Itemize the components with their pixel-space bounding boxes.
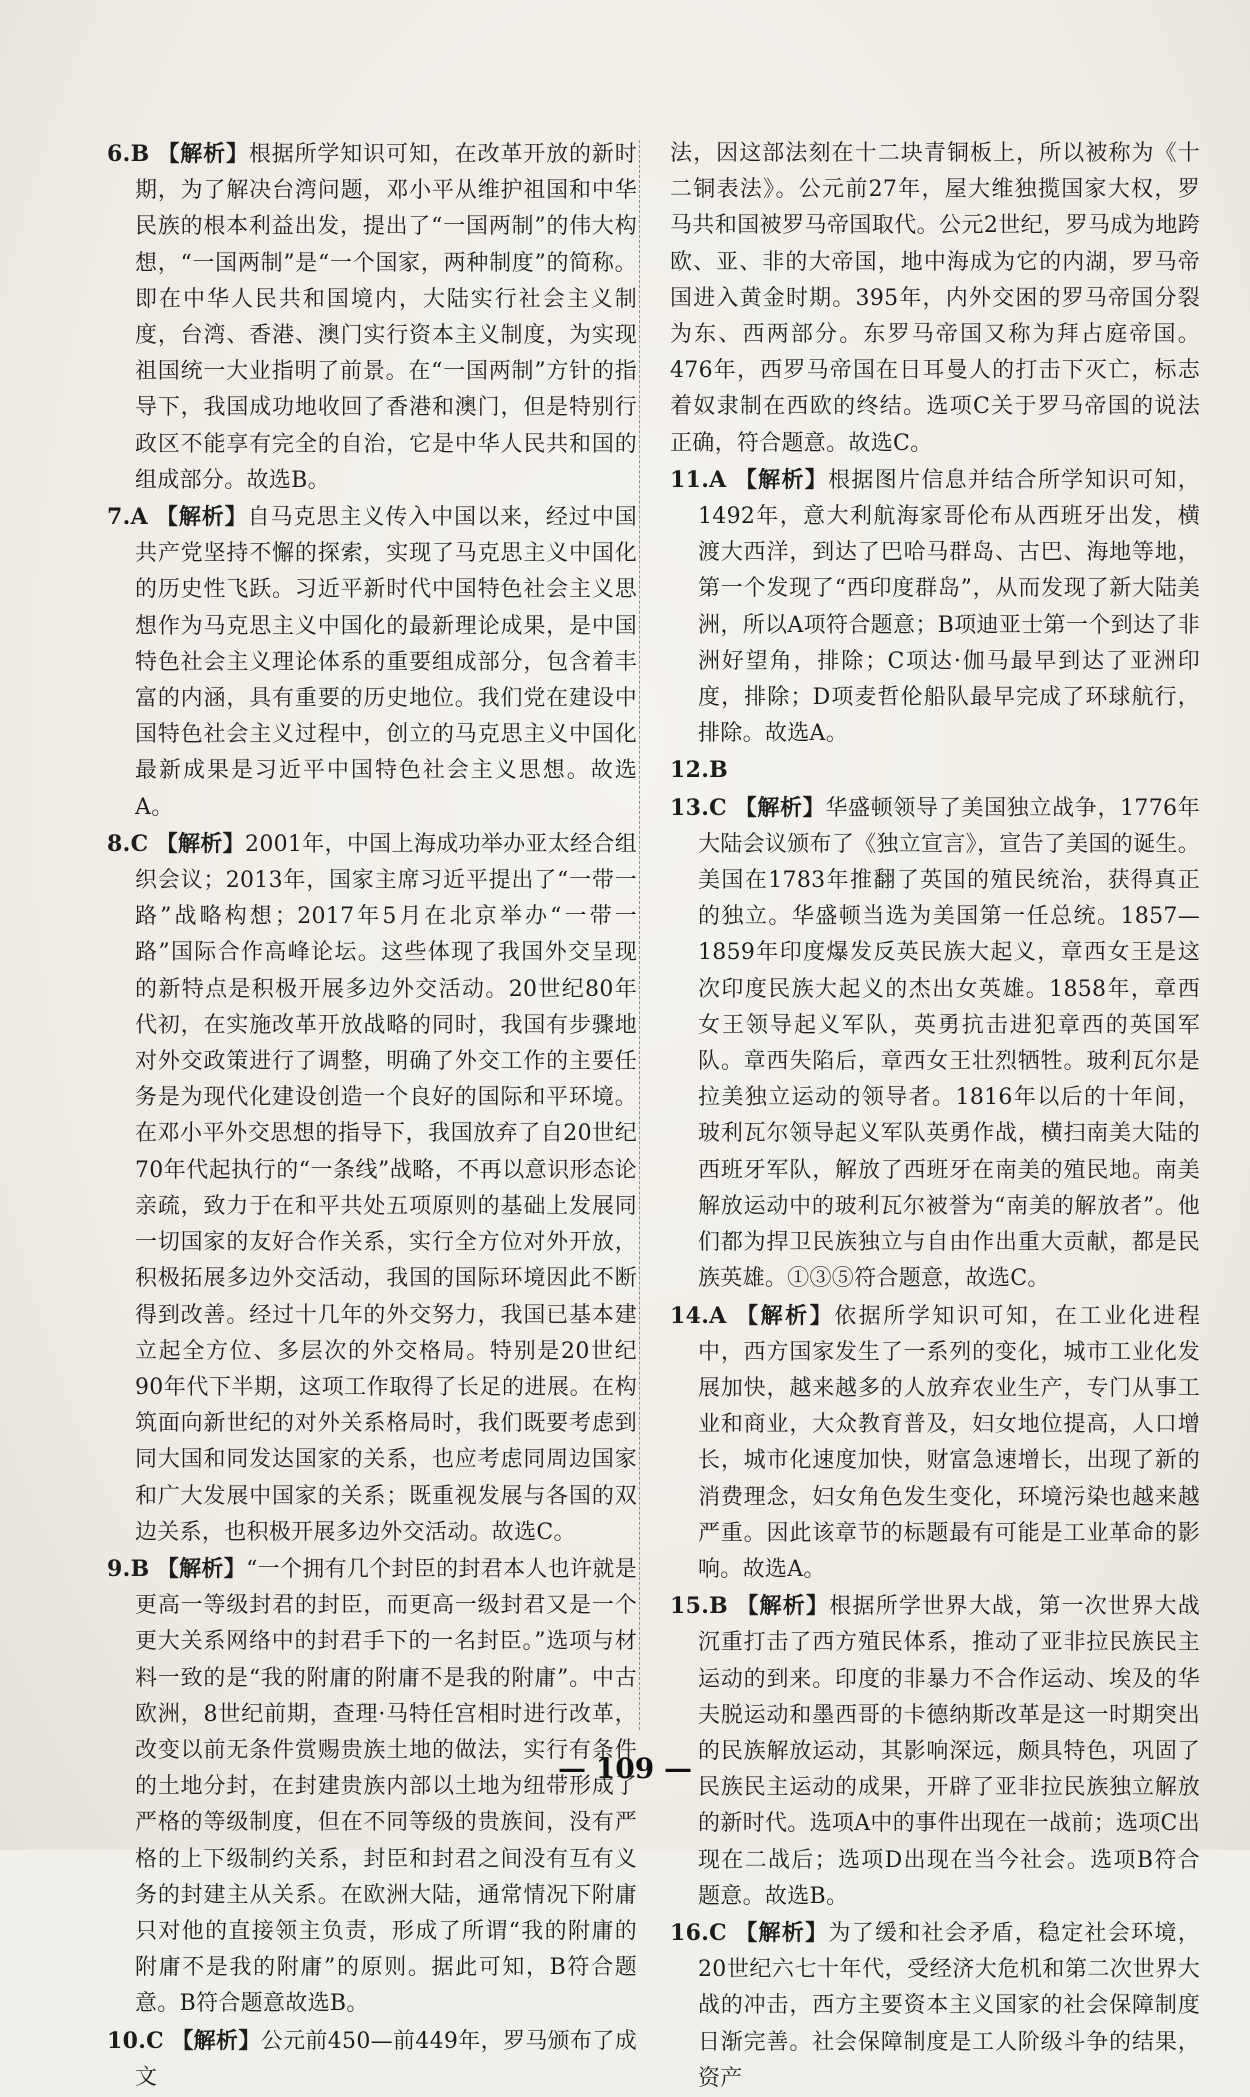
answer-number: 14.A bbox=[670, 1302, 727, 1329]
answer-text: 根据所学世界大战，第一次世界大战沉重打击了西方殖民体系，推动了亚非拉民族民主运动的到来。印度的非暴力不合作运动、埃及的华夫脱运动和墨西哥的卡德纳斯改革是这一时期突出的民族解放运动，其影响深远，颇具特色，巩固了民族民主运动的成果，开辟了亚非拉民族独立解放的新时代。选项A中的事件出现在一战前；选项C出现在二战后；选项D出现在当今社会。选项B符合题意。故选B。 bbox=[698, 1594, 1201, 1909]
answer-text: 华盛顿领导了美国独立战争，1776年大陆会议颁布了《独立宣言》，宣告了美国的诞生。美国在1783年推翻了英国的殖民统治，获得真正的独立。华盛顿当选为美国第一任总统。1857—1859年印度爆发反英民族大起义，章西女王是这次印度民族大起义的杰出女英雄。1858年，章西女王领导起义军队，英勇抗击进犯章西的英国军队。章西失陷后，章西女王壮烈牺牲。玻利瓦尔是拉美独立运动的领导者。1816年以后的十年间，玻利瓦尔领导起义军队英勇作战，横扫南美大陆的西班牙军队，解放了西班牙在南美的殖民地。南美解放运动中的玻利瓦尔被誉为“南美的解放者”。他们都为捍卫民族独立与自由作出重大贡献，都是民族英雄。①③⑤符合题意，故选C。 bbox=[698, 795, 1200, 1292]
answer-item bbox=[107, 826, 637, 1551]
analysis-tag: 【解析】 bbox=[155, 504, 248, 531]
answer-text: 根据图片信息并结合所学知识可知，1492年，意大利航海家哥伦布从西班牙出发，横渡大西洋，到达了巴哈马群岛、古巴、海地等地，第一个发现了“西印度群岛”，从而发现了新大陆美洲，所以A项符合题意；B项迪亚士第一个到达了非洲好望角，排除；C项达·伽马最早到达了亚洲印度，排除；D项麦哲伦船队最早完成了环球航行，排除。故选A。 bbox=[698, 467, 1201, 747]
answer-item bbox=[670, 1915, 1200, 2097]
page-number: — 109 — bbox=[558, 1752, 692, 1785]
left-column bbox=[107, 136, 637, 2096]
answer-text: 公元前450—前449年，罗马颁布了成文 bbox=[135, 2028, 637, 2090]
column-divider bbox=[639, 140, 640, 1730]
analysis-tag: 【解析】 bbox=[155, 830, 246, 857]
answer-number: 11.A bbox=[670, 466, 727, 493]
answer-item bbox=[107, 136, 637, 499]
analysis-tag: 【解析】 bbox=[736, 1593, 830, 1620]
answer-text: 依据所学知识可知，在工业化进程中，西方国家发生了一系列的变化，城市工业化发展加快，越来越多的人放弃农业生产，专门从事工业和商业，大众教育普及，妇女地位提高，人口增长，城市化速度加快，财富急速增长，出现了新的消费理念，妇女角色发生变化，环境污染也越来越严重。因此该章节的标题最有可能是工业革命的影响。故选A。 bbox=[698, 1303, 1200, 1582]
analysis-tag: 【解析】 bbox=[735, 1919, 829, 1946]
answer-text: 根据所学知识可知，在改革开放的新时期，为了解决台湾问题，邓小平从维护祖国和中华民族的根本利益出发，提出了“一国两制”的伟大构想，“一国两制”是“一个国家，两种制度”的简称。即在中华人民共和国境内，大陆实行社会主义制度，台湾、香港、澳门实行资本主义制度，为实现祖国统一大业指明了前景。在“一国两制”方针的指导下，我国成功地收回了香港和澳门，但是特别行政区不能享有完全的自治，它是中华人民共和国的组成部分。故选B。 bbox=[135, 142, 638, 493]
answer-number: 8.C bbox=[107, 830, 149, 857]
answer-text: 为了缓和社会矛盾，稳定社会环境，20世纪六七十年代，受经济大危机和第二次世界大战的冲击，西方主要资本主义国家的社会保障制度日渐完善。社会保障制度是工人阶级斗争的结果，资产 bbox=[698, 1920, 1201, 2091]
answer-item bbox=[670, 462, 1200, 753]
answer-text: “一个拥有几个封臣的封君本人也许就是更高一等级封君的封臣，而更高一级封君又是一个更大关系网络中的封君手下的一名封臣。”选项与材料一致的是“我的附庸的附庸不是我的附庸”。中古欧洲，8世纪前期，查理·马特任宫相时进行改革，改变以前无条件赏赐贵族土地的做法，实行有条件的土地分封，在封建贵族内部以土地为纽带形成了严格的等级制度，但在不同等级的贵族间，没有严格的上下级制约关系，封臣和封君之间没有互有义务的封建主从关系。在欧洲大陆，通常情况下附庸只对他的直接领主负责，形成了所谓“我的附庸的附庸不是我的附庸”的原则。据此可知，B符合题意。B符合题意故选B。 bbox=[135, 1556, 638, 2017]
answer-continuation bbox=[670, 136, 1200, 462]
answer-number: 15.B bbox=[670, 1593, 729, 1620]
analysis-tag: 【解析】 bbox=[157, 141, 249, 167]
answer-text: 自马克思主义传入中国以来，经过中国共产党坚持不懈的探索，实现了马克思主义中国化的历史性飞跃。习近平新时代中国特色社会主义思想作为马克思主义中国化的最新理论成果，是中国特色社会主义理论体系的重要组成部分，包含着丰富的内涵，具有重要的历史地位。我们党在建设中国特色社会主义过程中，创立的马克思主义中国化最新成果是习近平中国特色社会主义思想。故选A。 bbox=[135, 505, 637, 820]
answer-text: 法，因这部法刻在十二块青铜板上，所以被称为《十二铜表法》。公元前27年，屋大维独揽国家大权，罗马共和国被罗马帝国取代。公元2世纪，罗马成为地跨欧、亚、非的大帝国，地中海成为它的内湖，罗马帝国进入黄金时期。395年，内外交困的罗马帝国分裂为东、西两部分。东罗马帝国又称为拜占庭帝国。476年，西罗马帝国在日耳曼人的打击下灭亡，标志着奴隶制在西欧的终结。选项C关于罗马帝国的说法正确，符合题意。故选C。 bbox=[670, 141, 1200, 456]
analysis-tag: 【解析】 bbox=[734, 794, 826, 821]
answer-item bbox=[107, 499, 637, 826]
answer-item bbox=[670, 752, 1200, 789]
analysis-tag: 【解析】 bbox=[171, 2027, 261, 2054]
analysis-tag: 【解析】 bbox=[736, 1302, 835, 1329]
answer-number: 6.B bbox=[107, 141, 150, 167]
right-column bbox=[670, 136, 1200, 2097]
answer-number: 10.C bbox=[107, 2027, 164, 2054]
answer-number: 13.C bbox=[670, 794, 727, 821]
answer-item bbox=[670, 1298, 1200, 1589]
answer-number: 7.A bbox=[107, 504, 148, 531]
answer-number: 12.B bbox=[670, 757, 729, 784]
answer-text: 2001年，中国上海成功举办亚太经合组织会议；2013年，国家主席习近平提出了“一带一路”战略构想；2017年5月在北京举办“一带一路”国际合作高峰论坛。这些体现了我国外交呈现的新特点是积极开展多边外交活动。20世纪80年代初，在实施改革开放战略的同时，我国有步骤地对外交政策进行了调整，明确了外交工作的主要任务是为现代化建设创造一个良好的国际和平环境。在邓小平外交思想的指导下，我国放弃了自20世纪70年代起执行的“一条线”战略，不再以意识形态论亲疏，致力于在和平共处五项原则的基础上发展同一切国家的友好合作关系，实行全方位对外开放，积极拓展多边外交活动，我国的国际环境因此不断得到改善。经过十几年的外交努力，我国已基本建立起全方位、多层次的外交格局。特别是20世纪90年代下半期，这项工作取得了长足的进展。在构筑面向新世纪的对外关系格局时，我们既要考虑到同大国和同发达国家的关系，也应考虑同周边国家和广大发展中国家的关系；既重视发展与各国的双边关系，也积极开展多边外交活动。故选C。 bbox=[135, 831, 638, 1545]
answer-item bbox=[107, 1551, 637, 2023]
answer-item bbox=[107, 2023, 637, 2096]
answer-item bbox=[670, 790, 1200, 1298]
answer-number: 16.C bbox=[670, 1919, 727, 1946]
analysis-tag: 【解析】 bbox=[734, 466, 829, 493]
analysis-tag: 【解析】 bbox=[156, 1555, 247, 1582]
answer-number: 9.B bbox=[107, 1555, 150, 1582]
